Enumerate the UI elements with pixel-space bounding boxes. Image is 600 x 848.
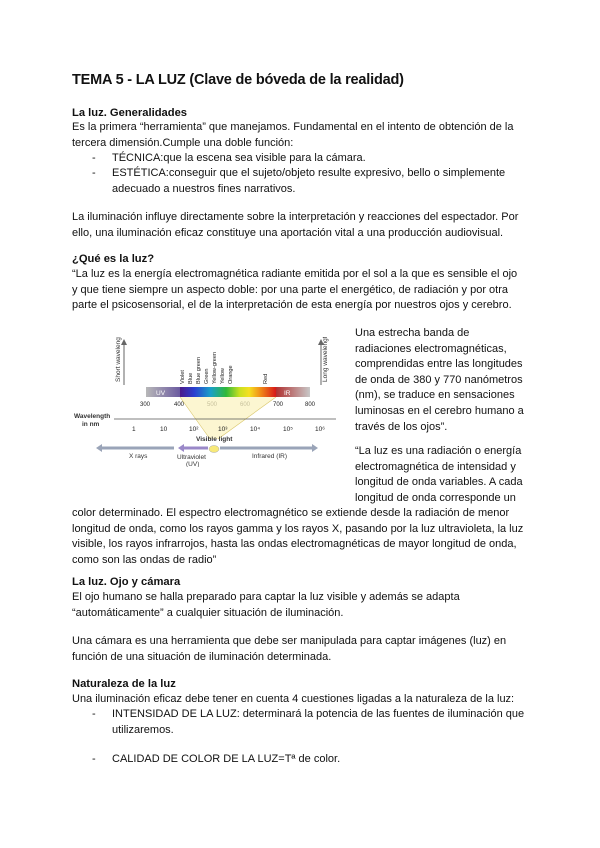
xray-arrow	[96, 444, 174, 460]
paragraph-camara: Una cámara es una herramienta que debe ser manipulada para captar imágenes (luz) en función de una situación de iluminación determinada.	[72, 635, 507, 663]
log-tick: 10	[160, 426, 168, 433]
nm-tick: 800	[305, 402, 316, 408]
paragraph-ojo: El ojo humano se halla preparado para captar la luz visible y además se adapta “automáticamente” a cualquier situación de iluminación.	[72, 591, 460, 619]
log-tick: 10⁵	[283, 426, 293, 433]
side-paragraph-banda: Una estrecha banda de radiaciones electromagnéticas, comprendidas entre las longitudes de onda de 380 y 770 nanómetros (nm), se traduce en sensaciones luminosas en el cerebro humano a través de los ojos”.	[355, 327, 524, 433]
color-label: Green	[204, 368, 210, 384]
list-item-calidad-color: - CALIDAD DE COLOR DE LA LUZ=Tª de color.	[92, 753, 341, 765]
electromagnetic-spectrum-figure	[74, 337, 342, 467]
visible-light-marker	[209, 446, 219, 453]
paragraph-definicion: “La luz es la energía electromagnética radiante emitida por el sol a la que es sensible el ojo y que tiene siempre un aspecto doble: por una parte el energético, de radiación y por otra parte el psicosensorial, el de la interpretación de esta energía por nuestros ojos y cerebro.	[72, 268, 518, 311]
short-wavelength-arrow	[115, 337, 127, 385]
color-label: Yellow-green	[212, 351, 218, 384]
log-tick: 1	[132, 426, 136, 433]
uv-label: UV	[156, 390, 166, 397]
long-wavelength-arrow	[318, 337, 329, 385]
ultraviolet-unit-label: (UV)	[186, 461, 200, 467]
color-label: Red	[263, 373, 269, 384]
wavelength-unit-label: in nm	[82, 421, 100, 428]
paragraph-iluminacion: La iluminación influye directamente sobre la interpretación y reacciones del espectador. Por ello, una iluminación eficaz constituye una aportación vital a una producción audiovisual.	[72, 211, 519, 239]
long-wavelength-label: Long wavelengths	[322, 337, 329, 382]
log-tick: 10⁶	[315, 426, 325, 433]
short-wavelength-label: Short wavelengths	[115, 337, 122, 382]
visible-light-label: Visible light	[196, 436, 233, 443]
list-item-intensidad: - INTENSIDAD DE LA LUZ: determinará la potencia de las fuentes de iluminación que utilizaremos.	[92, 708, 525, 736]
heading-que-es-la-luz: ¿Qué es la luz?	[72, 253, 155, 265]
color-label: Blue green	[196, 356, 202, 384]
list-item-estetica: - ESTÉTICA:conseguir que el sujeto/objeto resulte expresivo, bello o simplemente adecuado a nuestros fines narrativos.	[92, 167, 506, 195]
list-item-tecnica: - TÉCNICA:que la escena sea visible para la cámara.	[92, 152, 366, 164]
paragraph-espectro: color determinado. El espectro electromagnético se extiende desde la radiación de menor longitud de onda, como los rayos gamma y los rayos X, pasando por la luz ultravioleta, la luz visible, los rayos infrarrojos, hasta las ondas electromagnéticas de mayor longitud de onda, como son las ondas de radio”	[72, 507, 524, 566]
ir-label: IR	[284, 390, 291, 397]
color-label: Blue	[188, 372, 194, 384]
side-paragraph-radiacion: “La luz es una radiación o energía electromagnética de intensidad y longitud de onda variables. A cada longitud de onda corresponde un	[355, 445, 523, 504]
log-tick: 10²	[189, 426, 199, 433]
heading-ojo-y-camara: La luz. Ojo y cámara	[72, 576, 181, 588]
nm-tick: 400	[174, 402, 185, 408]
xrays-label: X rays	[129, 453, 148, 460]
visible-spectrum-band	[180, 387, 276, 397]
log-tick: 10³	[218, 426, 228, 433]
paragraph-intro: Es la primera “herramienta” que manejamos. Fundamental en el intento de obtención de la tercera dimensión.Cumple una doble función:	[72, 121, 514, 149]
paragraph-naturaleza-intro: Una iluminación eficaz debe tener en cuenta 4 cuestiones ligadas a la naturaleza de la luz:	[72, 693, 515, 705]
spectrum-diagram	[74, 337, 342, 467]
ultraviolet-label: Ultraviolet	[177, 454, 206, 461]
color-label: Violet	[180, 370, 186, 384]
ir-band	[276, 387, 310, 397]
nm-tick: 300	[140, 402, 151, 408]
page-title: TEMA 5 - LA LUZ (Clave de bóveda de la realidad)	[72, 72, 404, 88]
log-tick: 10⁴	[250, 426, 261, 433]
wavelength-label: Wavelength	[74, 413, 111, 420]
heading-naturaleza: Naturaleza de la luz	[72, 678, 176, 690]
color-label: Yellow	[220, 368, 226, 384]
ultraviolet-arrow	[177, 444, 208, 467]
infrared-arrow	[220, 444, 318, 460]
nm-tick: 700	[273, 402, 284, 408]
heading-generalidades: La luz. Generalidades	[72, 107, 188, 119]
infrared-label: Infrared (IR)	[252, 453, 288, 460]
color-label: Orange	[228, 365, 234, 384]
color-labels	[180, 352, 269, 384]
